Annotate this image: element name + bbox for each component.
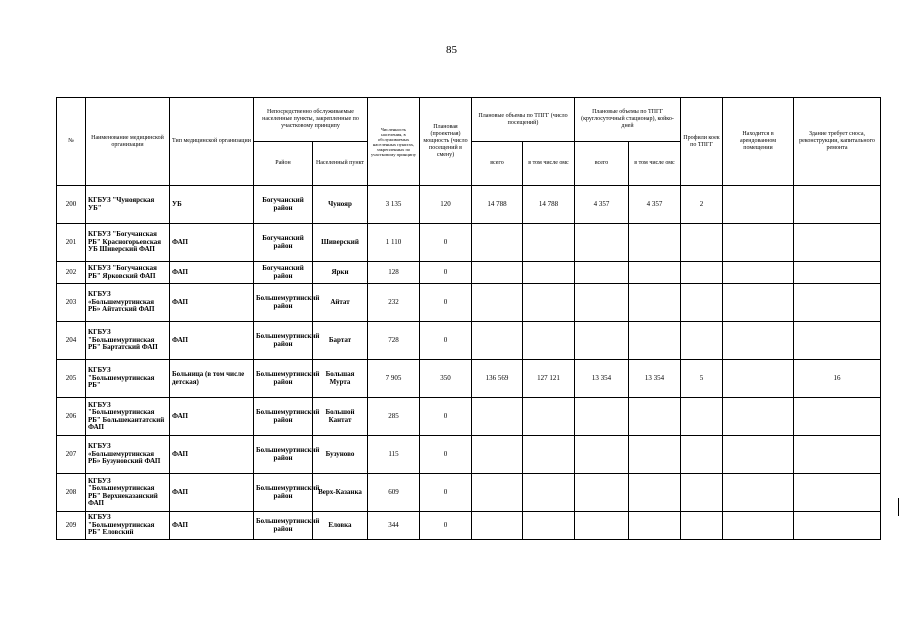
row-visits-oms	[523, 262, 575, 284]
row-org: КГБУЗ "Большемуртинская РБ"	[86, 360, 170, 398]
row-visits-oms: 14 788	[523, 186, 575, 224]
table-row	[57, 512, 881, 540]
row-population: 728	[368, 322, 420, 360]
row-num: 202	[57, 262, 86, 284]
row-beds-total	[575, 224, 629, 262]
row-profiles	[681, 436, 723, 474]
row-type: УБ	[170, 186, 254, 224]
row-type: Больница (в том числе детская)	[170, 360, 254, 398]
header-visits-oms: в том числе омс	[523, 142, 575, 186]
row-org: КГБУЗ "Большемуртинская РБ" Бартатский ФАП	[86, 322, 170, 360]
row-locality: Большой Кантат	[313, 398, 368, 436]
header-assigned: Непосредственно обслуживаемые населенные пункты, закрепленные по участковому принципу	[254, 98, 368, 142]
row-rented	[723, 224, 794, 262]
row-capacity: 0	[420, 398, 472, 436]
table-row	[57, 186, 881, 224]
row-beds-oms	[629, 436, 681, 474]
row-visits-oms	[523, 284, 575, 322]
row-org: КГБУЗ "Богучанская РБ" Ярковский ФАП	[86, 262, 170, 284]
row-district: Большемуртинский район	[254, 474, 313, 512]
row-beds-total	[575, 512, 629, 540]
row-capacity: 350	[420, 360, 472, 398]
row-district: Богучанский район	[254, 186, 313, 224]
header-bed-profiles: Профили коек по ТПГГ	[681, 98, 723, 186]
row-type: ФАП	[170, 436, 254, 474]
row-beds-total	[575, 474, 629, 512]
row-org: КГБУЗ "Большемуртинская РБ" Большекантатский ФАП	[86, 398, 170, 436]
row-visits-total	[472, 224, 523, 262]
row-num: 204	[57, 322, 86, 360]
row-visits-total	[472, 398, 523, 436]
row-num: 201	[57, 224, 86, 262]
row-visits-oms	[523, 322, 575, 360]
row-locality: Большая Мурта	[313, 360, 368, 398]
row-rented	[723, 186, 794, 224]
table-row	[57, 398, 881, 436]
row-visits-oms	[523, 224, 575, 262]
row-visits-oms	[523, 474, 575, 512]
row-district: Большемуртинский район	[254, 284, 313, 322]
row-type: ФАП	[170, 284, 254, 322]
row-rented	[723, 398, 794, 436]
row-beds-oms	[629, 224, 681, 262]
table-row	[57, 436, 881, 474]
row-rented	[723, 262, 794, 284]
row-profiles	[681, 224, 723, 262]
page-number: 85	[446, 44, 457, 56]
row-profiles	[681, 262, 723, 284]
row-rented	[723, 284, 794, 322]
row-type: ФАП	[170, 398, 254, 436]
row-repair	[794, 224, 881, 262]
row-visits-total	[472, 322, 523, 360]
row-type: ФАП	[170, 262, 254, 284]
row-rented	[723, 512, 794, 540]
row-beds-oms	[629, 262, 681, 284]
row-visits-oms: 127 121	[523, 360, 575, 398]
row-beds-oms	[629, 398, 681, 436]
row-num: 206	[57, 398, 86, 436]
row-population: 115	[368, 436, 420, 474]
header-type: Тип медицинской организации	[170, 98, 254, 186]
header-visits-total: всего	[472, 142, 523, 186]
row-population: 128	[368, 262, 420, 284]
row-capacity: 0	[420, 262, 472, 284]
row-type: ФАП	[170, 474, 254, 512]
row-visits-total	[472, 262, 523, 284]
row-district: Большемуртинский район	[254, 512, 313, 540]
row-type: ФАП	[170, 322, 254, 360]
row-population: 344	[368, 512, 420, 540]
row-beds-total: 13 354	[575, 360, 629, 398]
row-population: 609	[368, 474, 420, 512]
row-beds-oms	[629, 512, 681, 540]
row-org: КГБУЗ "Большемуртинская РБ" Верхнеказанский ФАП	[86, 474, 170, 512]
row-capacity: 0	[420, 512, 472, 540]
row-district: Богучанский район	[254, 262, 313, 284]
row-visits-total	[472, 436, 523, 474]
row-population: 285	[368, 398, 420, 436]
row-repair: 16	[794, 360, 881, 398]
row-locality: Бартат	[313, 322, 368, 360]
header-tpgg-hospital: Плановые объемы по ТПГГ (круглосуточный стационар), койко-дней	[575, 98, 681, 142]
table-row	[57, 322, 881, 360]
row-repair	[794, 322, 881, 360]
header-org: Наименование медицинской организации	[86, 98, 170, 186]
table-row	[57, 474, 881, 512]
table-row	[57, 360, 881, 398]
row-num: 205	[57, 360, 86, 398]
row-profiles	[681, 474, 723, 512]
header-capacity: Плановая (проектная) мощность (число посещений в смену)	[420, 98, 472, 186]
row-visits-oms	[523, 436, 575, 474]
row-repair	[794, 262, 881, 284]
row-locality: Чунояр	[313, 186, 368, 224]
row-type: ФАП	[170, 512, 254, 540]
row-profiles	[681, 322, 723, 360]
row-org: КГБУЗ «Большемуртинская РБ» Бузуновский ФАП	[86, 436, 170, 474]
row-repair	[794, 436, 881, 474]
header-num: №	[57, 98, 86, 186]
row-num: 207	[57, 436, 86, 474]
row-district: Большемуртинский район	[254, 436, 313, 474]
row-capacity: 0	[420, 436, 472, 474]
table-row	[57, 262, 881, 284]
row-visits-oms	[523, 398, 575, 436]
row-capacity: 0	[420, 474, 472, 512]
row-beds-total: 4 357	[575, 186, 629, 224]
row-locality: Бузуново	[313, 436, 368, 474]
row-profiles	[681, 398, 723, 436]
row-num: 208	[57, 474, 86, 512]
row-visits-total: 14 788	[472, 186, 523, 224]
row-visits-total	[472, 474, 523, 512]
row-locality: Шиверский	[313, 224, 368, 262]
row-population: 3 135	[368, 186, 420, 224]
row-population: 1 110	[368, 224, 420, 262]
row-beds-oms: 4 357	[629, 186, 681, 224]
row-district: Богучанский район	[254, 224, 313, 262]
header-repair: Здание требует сноса, реконструкции, капитального ремонта	[794, 98, 881, 186]
table-body	[57, 186, 881, 540]
row-district: Большемуртинский район	[254, 398, 313, 436]
table-row	[57, 284, 881, 322]
row-visits-oms	[523, 512, 575, 540]
row-locality: Верх-Казанка	[313, 474, 368, 512]
header-locality: Населенный пункт	[313, 142, 368, 186]
row-org: КГБУЗ «Большемуртинская РБ» Айтатский ФАП	[86, 284, 170, 322]
row-beds-oms	[629, 322, 681, 360]
row-beds-total	[575, 262, 629, 284]
row-org: КГБУЗ "Чуноярская УБ"	[86, 186, 170, 224]
row-visits-total	[472, 284, 523, 322]
row-num: 209	[57, 512, 86, 540]
scan-edge-mark	[898, 498, 899, 516]
row-visits-total: 136 569	[472, 360, 523, 398]
row-repair	[794, 284, 881, 322]
row-visits-total	[472, 512, 523, 540]
row-locality: Еловка	[313, 512, 368, 540]
table-row	[57, 224, 881, 262]
row-capacity: 0	[420, 284, 472, 322]
row-profiles	[681, 512, 723, 540]
header-beds-total: всего	[575, 142, 629, 186]
row-population: 7 905	[368, 360, 420, 398]
row-locality: Ярки	[313, 262, 368, 284]
row-rented	[723, 322, 794, 360]
row-org: КГБУЗ "Большемуртинская РБ" Еловский	[86, 512, 170, 540]
row-org: КГБУЗ "Богучанская РБ" Красногорьевская УБ Шиверский ФАП	[86, 224, 170, 262]
row-capacity: 120	[420, 186, 472, 224]
row-rented	[723, 474, 794, 512]
row-type: ФАП	[170, 224, 254, 262]
row-locality: Айтат	[313, 284, 368, 322]
row-beds-oms	[629, 474, 681, 512]
row-population: 232	[368, 284, 420, 322]
header-population: Численность населения, в обслуживаемых населенных пунктах, закрепленных по участковому принципу	[368, 98, 420, 186]
row-beds-total	[575, 436, 629, 474]
header-beds-oms: в том числе омс	[629, 142, 681, 186]
row-repair	[794, 398, 881, 436]
row-beds-oms: 13 354	[629, 360, 681, 398]
row-capacity: 0	[420, 322, 472, 360]
row-district: Большемуртинский район	[254, 322, 313, 360]
facilities-table	[56, 97, 881, 540]
header-tpgg-visits: Плановые объемы по ТПГГ (число посещений)	[472, 98, 575, 142]
row-repair	[794, 512, 881, 540]
row-profiles	[681, 284, 723, 322]
table-header	[57, 98, 881, 186]
row-beds-total	[575, 322, 629, 360]
row-profiles: 2	[681, 186, 723, 224]
header-district: Район	[254, 142, 313, 186]
header-rented: Находится в арендованном помещении	[723, 98, 794, 186]
row-rented	[723, 436, 794, 474]
row-num: 200	[57, 186, 86, 224]
row-rented	[723, 360, 794, 398]
row-district: Большемуртинский район	[254, 360, 313, 398]
row-profiles: 5	[681, 360, 723, 398]
row-repair	[794, 474, 881, 512]
row-repair	[794, 186, 881, 224]
row-beds-total	[575, 398, 629, 436]
row-beds-total	[575, 284, 629, 322]
row-beds-oms	[629, 284, 681, 322]
row-num: 203	[57, 284, 86, 322]
row-capacity: 0	[420, 224, 472, 262]
